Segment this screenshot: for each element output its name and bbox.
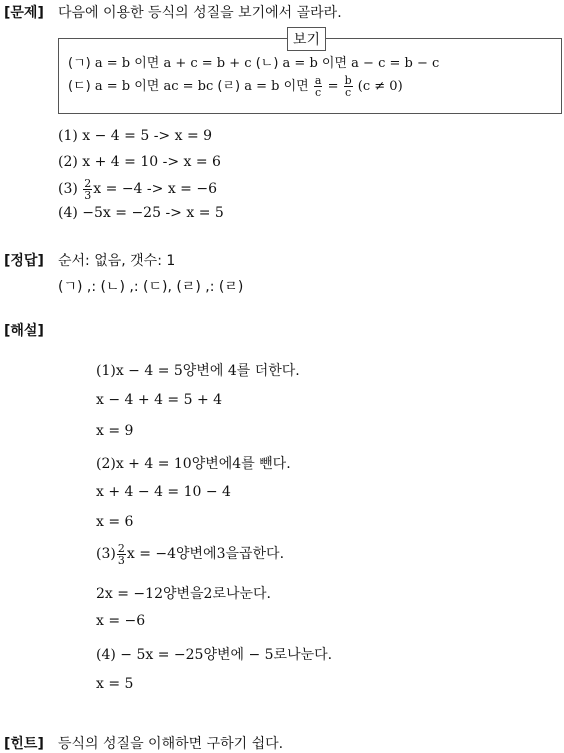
property-row-2 [68, 70, 403, 104]
solution-step-2: x − 4 + 4 = 5 + 4 [96, 392, 223, 408]
fraction-denominator: c [345, 86, 352, 99]
item-3-number: (3) [58, 181, 78, 197]
answer-line-2: (ㄱ) ,: (ㄴ) ,: (ㄷ), (ㄹ) ,: (ㄹ) [58, 279, 244, 295]
property-b: a = b 이면 a − c = b − c [282, 56, 440, 71]
property-d-prefix: a = b 이면 [244, 79, 309, 94]
fraction-denominator: 3 [117, 553, 125, 567]
fraction-numerator: 2 [117, 541, 125, 555]
solution-step-4: (2)x + 4 = 10양변에4를 뺀다. [96, 456, 291, 472]
solution-step-11: x = 5 [96, 676, 134, 692]
item-4: (4) −5x = −25 -> x = 5 [58, 205, 224, 221]
property-a-marker: (ㄱ) [68, 56, 91, 71]
property-b-marker: (ㄴ) [255, 56, 279, 71]
solution-step-7 [96, 537, 284, 571]
solution-step-5: x + 4 − 4 = 10 − 4 [96, 484, 231, 500]
item-3 [58, 172, 217, 206]
problem-question: 다음에 이용한 등식의 성질을 보기에서 골라라. [58, 5, 342, 21]
explanation-tag: [해설] [4, 323, 44, 339]
answer-line-1: 순서: 없음, 갯수: 1 [58, 253, 176, 269]
property-d-marker: (ㄹ) [217, 79, 241, 94]
fraction-denominator: c [315, 86, 322, 99]
property-c-marker: (ㄷ) [68, 79, 91, 94]
property-d-suffix: (c ≠ 0) [357, 79, 403, 94]
solution-step-10: (4) − 5x = −25양변에 − 5로나눈다. [96, 647, 333, 663]
property-d-fraction-a [314, 75, 323, 98]
fraction-denominator: 3 [84, 188, 92, 202]
solution-step-9: x = −6 [96, 613, 146, 629]
solution-step-1: (1)x − 4 = 5양변에 4를 더한다. [96, 363, 300, 379]
item-3-rest: x = −4 -> x = −6 [93, 181, 217, 197]
solution-step-7-fraction [117, 543, 126, 566]
hint-tag: [힌트] [4, 736, 44, 752]
property-a: a = b 이면 a + c = b + c [94, 56, 252, 71]
item-3-fraction [83, 178, 92, 201]
solution-step-7-prefix: (3) [96, 546, 116, 562]
property-row-1 [68, 52, 439, 71]
property-d-equals: = [327, 79, 339, 94]
property-c: a = b 이면 ac = bc [94, 79, 214, 94]
bogi-label: 보기 [287, 27, 326, 51]
fraction-numerator: a [314, 74, 322, 87]
solution-step-8: 2x = −12양변을2로나눈다. [96, 586, 272, 602]
property-d-fraction-b [344, 75, 353, 98]
hint-text: 등식의 성질을 이해하면 구하기 쉽다. [58, 736, 284, 752]
problem-tag: [문제] [4, 5, 44, 21]
solution-step-7-rest: x = −4양변에3을곱한다. [126, 546, 285, 562]
item-2: (2) x + 4 = 10 -> x = 6 [58, 154, 221, 170]
item-1: (1) x − 4 = 5 -> x = 9 [58, 128, 213, 144]
answer-tag: [정답] [4, 253, 44, 269]
solution-step-3: x = 9 [96, 423, 134, 439]
fraction-numerator: b [344, 74, 352, 87]
solution-step-6: x = 6 [96, 514, 134, 530]
fraction-numerator: 2 [84, 176, 92, 190]
